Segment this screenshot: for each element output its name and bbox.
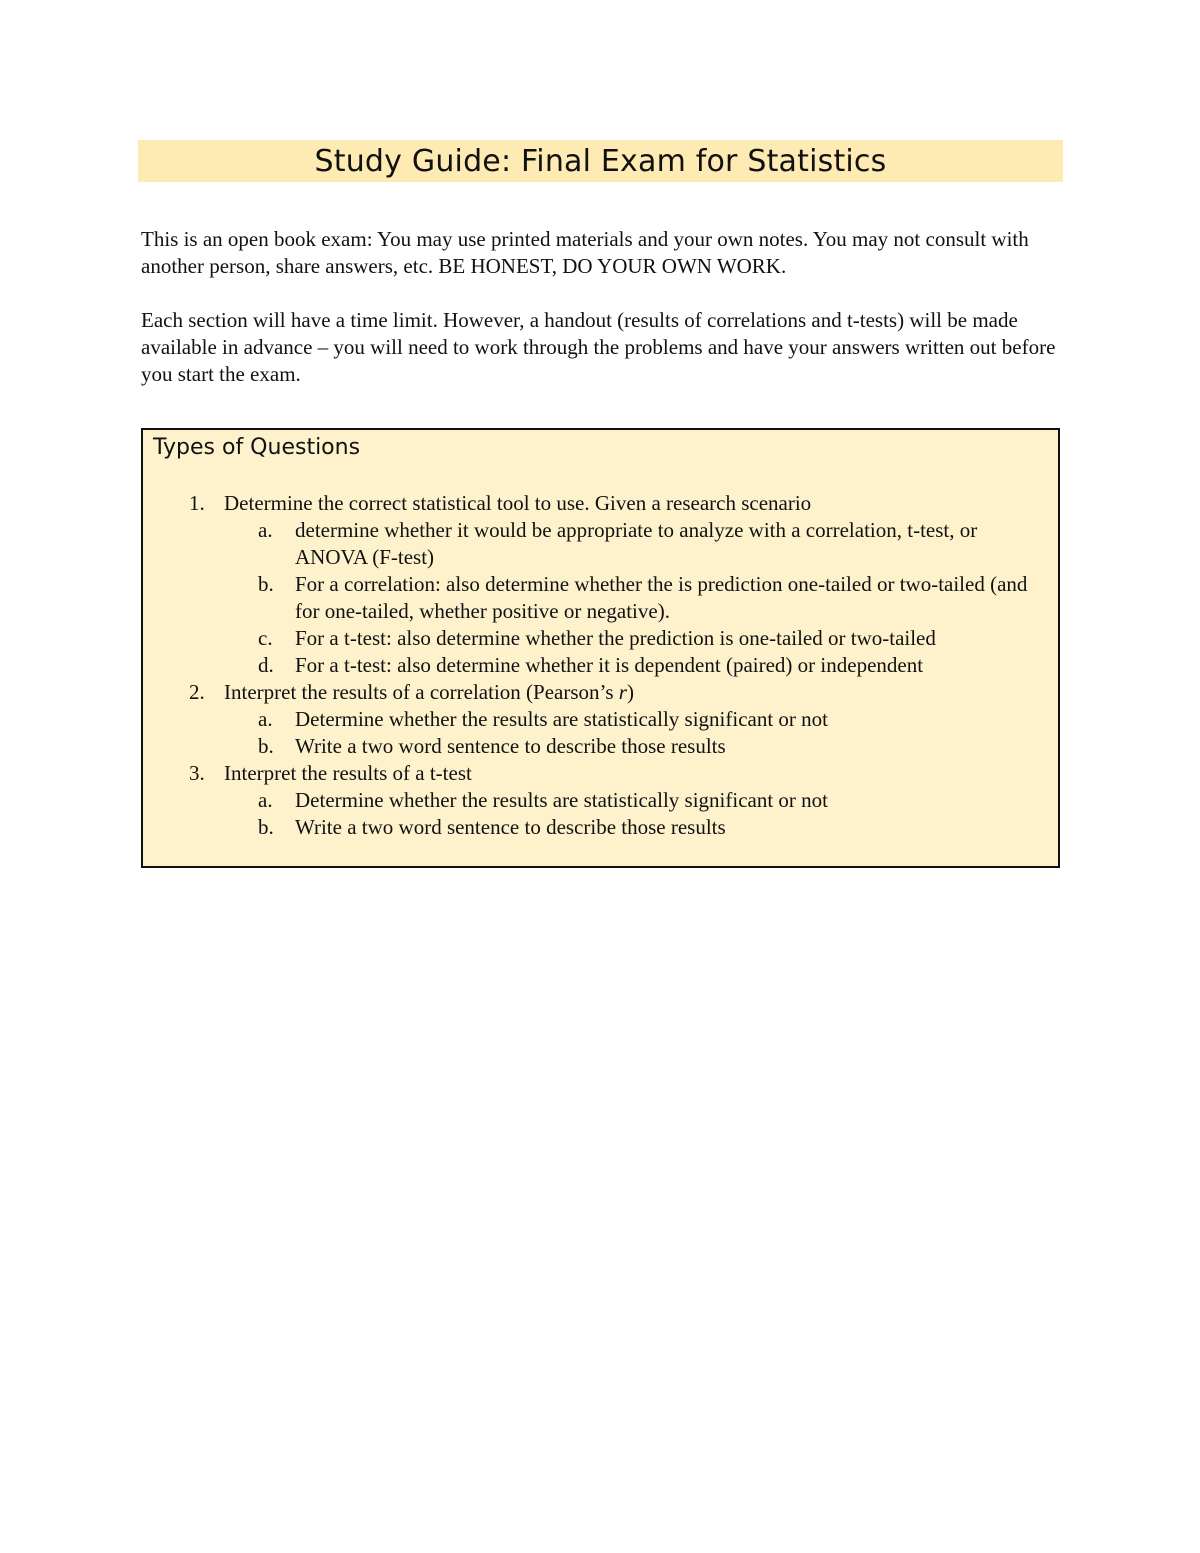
types-of-questions-box — [141, 428, 1060, 868]
sub-list-item — [224, 571, 1058, 625]
sub-item-text: For a correlation: also determine whether the is prediction one-tailed or two-tailed (and for one-tailed, whether positive or negative). — [295, 572, 1028, 623]
sub-list-item — [224, 625, 1058, 652]
sub-item-letter: a. — [258, 788, 273, 812]
sub-list — [224, 706, 1058, 760]
sub-item-text: For a t-test: also determine whether it is dependent (paired) or independent — [295, 653, 924, 677]
page-title: Study Guide: Final Exam for Statistics — [314, 143, 887, 179]
intro-paragraph-2: Each section will have a time limit. However, a handout (results of correlations and t-tests) will be made available in advance – you will need to work through the problems and have your answers written out before you start the exam. — [141, 308, 1056, 386]
sub-list-item — [224, 706, 1058, 733]
sub-item-letter: c. — [258, 626, 273, 650]
sub-list-item — [224, 814, 1058, 841]
item-number: 2. — [189, 680, 205, 704]
intro-paragraph-1: This is an open book exam: You may use printed materials and your own notes. You may not consult with another person, share answers, etc. BE HONEST, DO YOUR OWN WORK. — [141, 227, 1029, 278]
sub-item-letter: b. — [258, 815, 274, 839]
question-list — [143, 490, 1058, 841]
sub-item-letter: a. — [258, 518, 273, 542]
sub-item-text: Write a two word sentence to describe those results — [295, 815, 726, 839]
item-text: Interpret the results of a t-test — [224, 761, 472, 785]
sub-item-letter: b. — [258, 572, 274, 596]
item-text — [224, 680, 634, 704]
sub-item-letter: a. — [258, 707, 273, 731]
sub-item-text: Determine whether the results are statistically significant or not — [295, 788, 828, 812]
sub-item-text: determine whether it would be appropriate to analyze with a correlation, t-test, or ANOVA (F-test) — [295, 518, 978, 569]
list-item — [143, 679, 1058, 760]
sub-list-item — [224, 652, 1058, 679]
list-item — [143, 760, 1058, 841]
sub-item-letter: b. — [258, 734, 274, 758]
item-text-start: Interpret the results of a correlation (Pearson’s — [224, 680, 619, 704]
sub-item-text: Determine whether the results are statistically significant or not — [295, 707, 828, 731]
item-text-italic: r — [618, 680, 627, 704]
sub-list — [224, 787, 1058, 841]
sub-list-item — [224, 733, 1058, 760]
item-text: Determine the correct statistical tool to use. Given a research scenario — [224, 491, 812, 515]
item-number: 1. — [189, 491, 205, 515]
box-heading: Types of Questions — [153, 435, 361, 460]
sub-item-text: Write a two word sentence to describe those results — [295, 734, 726, 758]
sub-item-text: For a t-test: also determine whether the prediction is one-tailed or two-tailed — [295, 626, 936, 650]
item-text-end: ) — [626, 680, 634, 704]
sub-item-letter: d. — [258, 653, 274, 677]
item-number: 3. — [189, 761, 205, 785]
sub-list-item — [224, 517, 1058, 571]
sub-list-item — [224, 787, 1058, 814]
title-banner — [138, 140, 1063, 182]
list-item — [143, 490, 1058, 679]
sub-list — [224, 517, 1058, 679]
